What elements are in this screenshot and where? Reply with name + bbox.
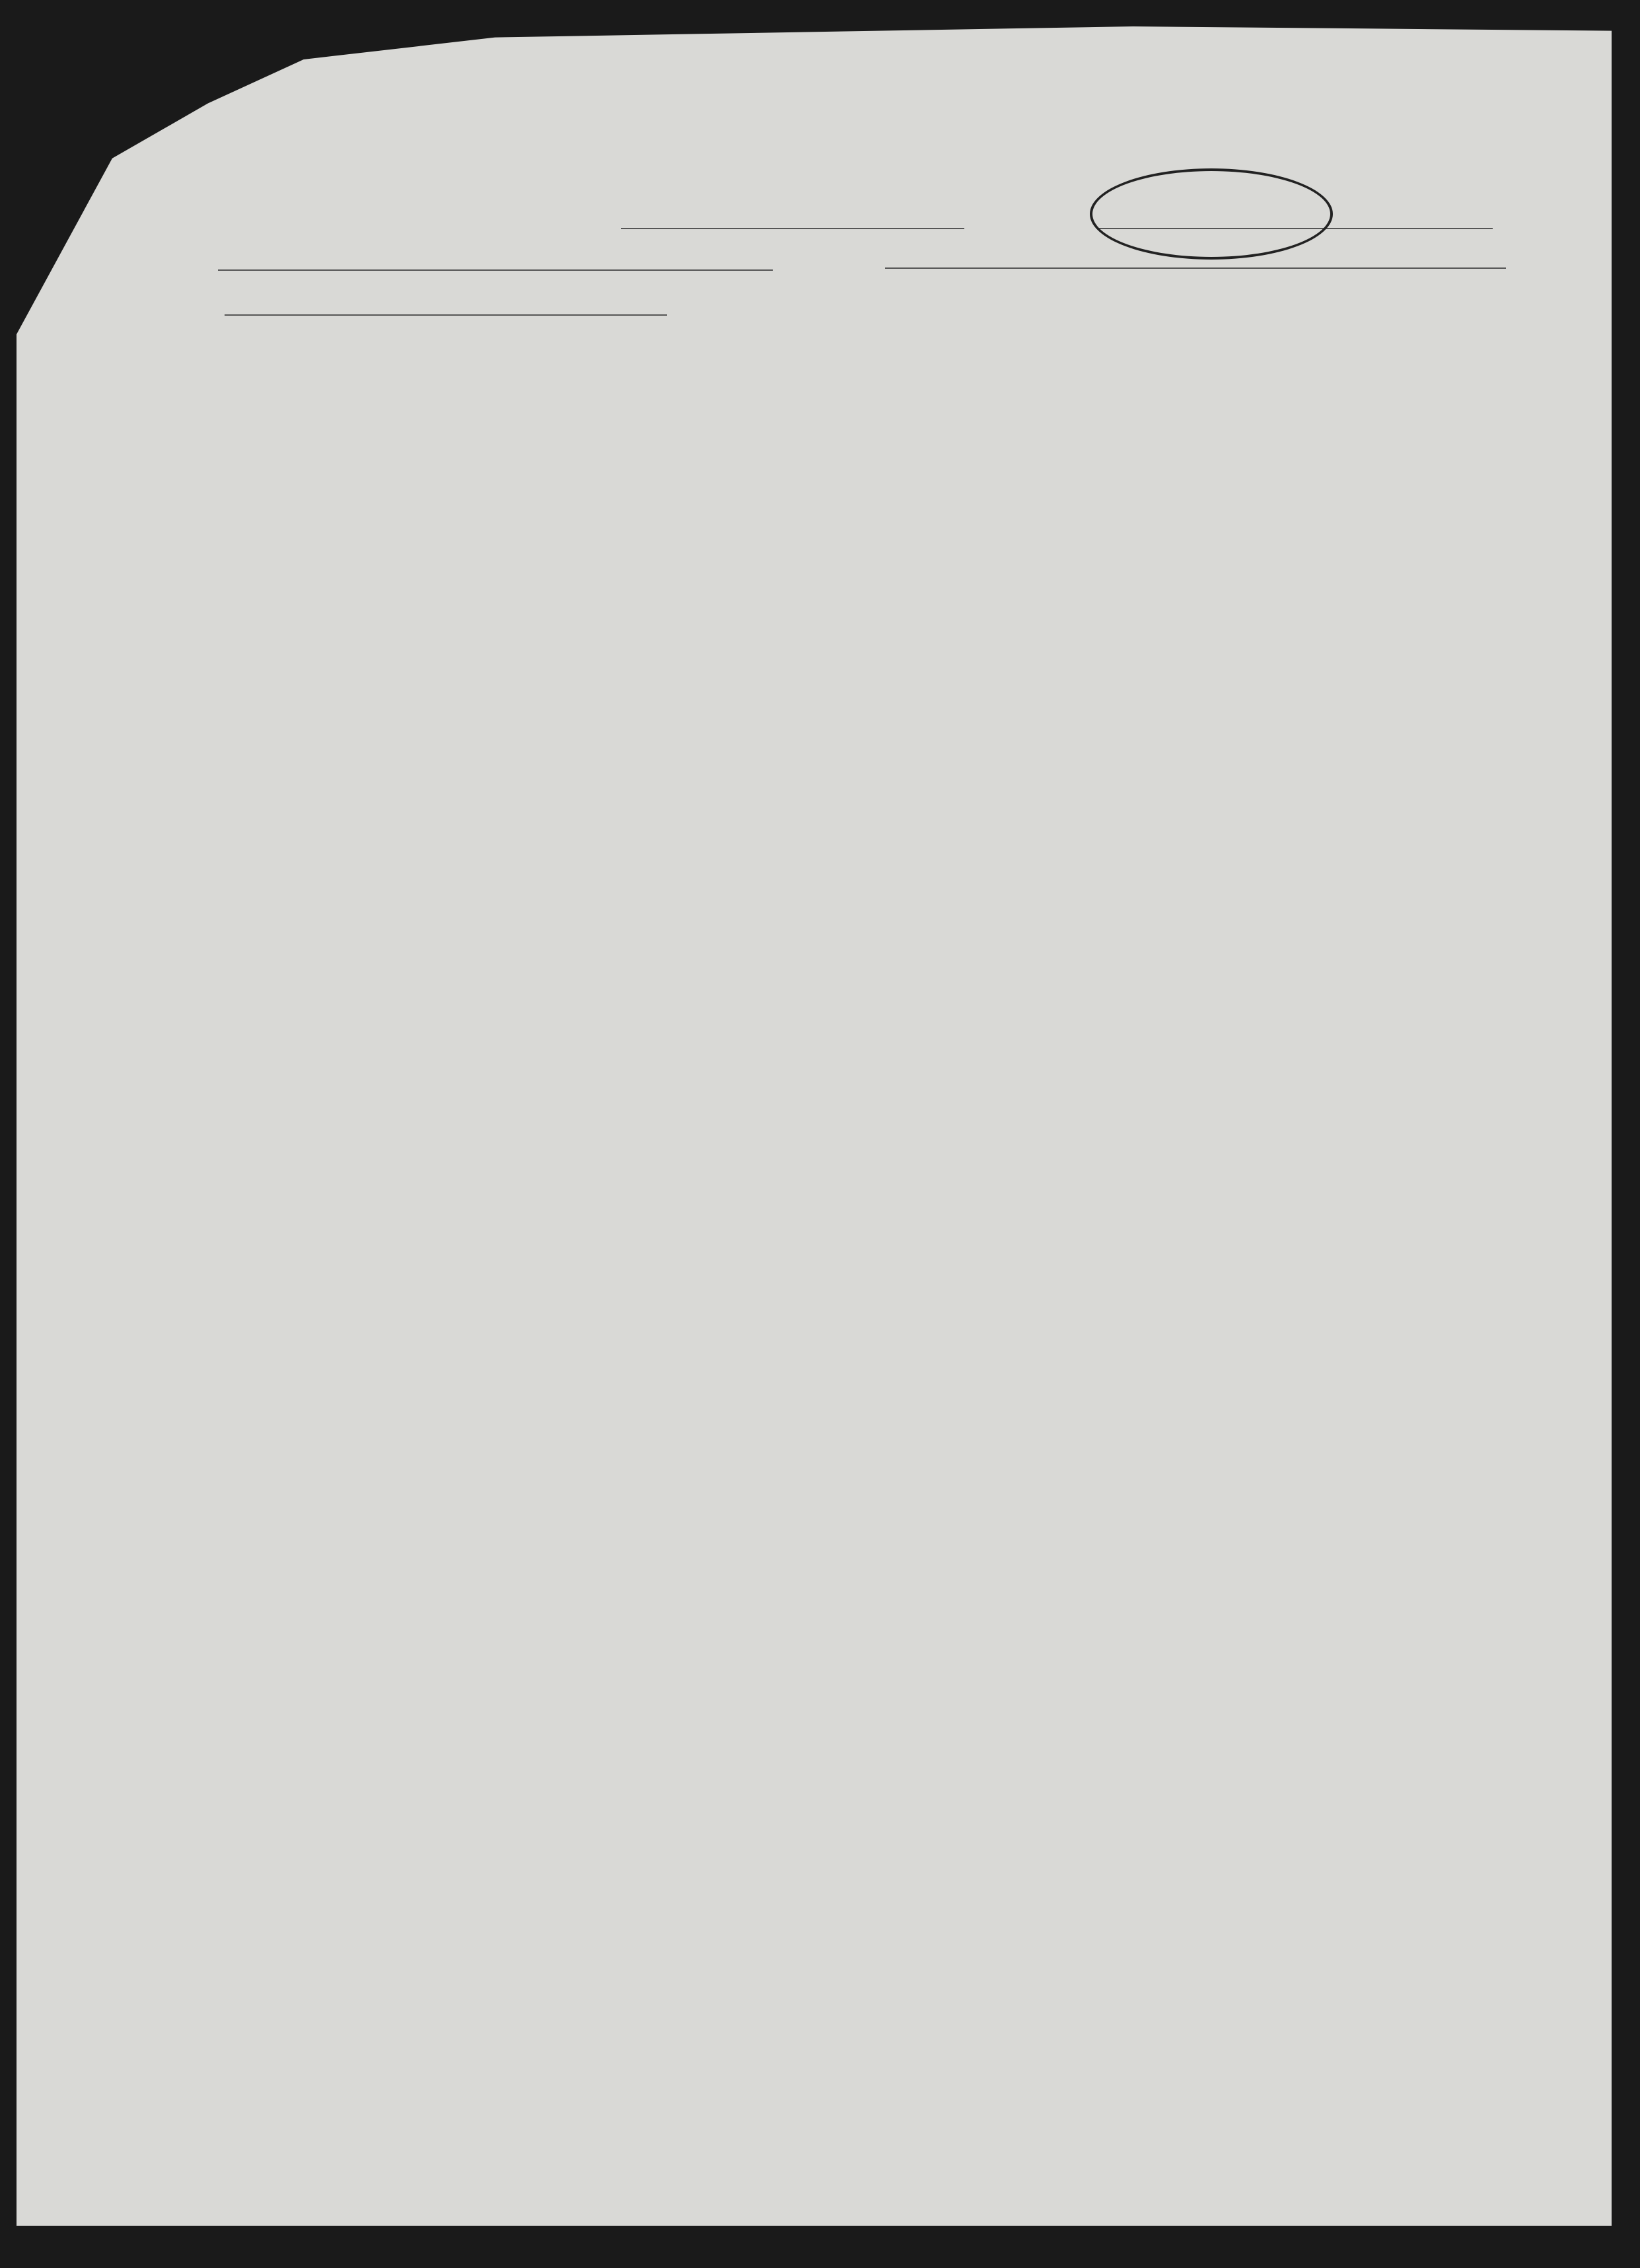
crew-list-document [17, 26, 1612, 2226]
vessel-circle-mark [1090, 168, 1333, 260]
underline [621, 228, 964, 229]
underline [225, 314, 667, 316]
underline [218, 269, 773, 271]
underline [885, 267, 1506, 269]
